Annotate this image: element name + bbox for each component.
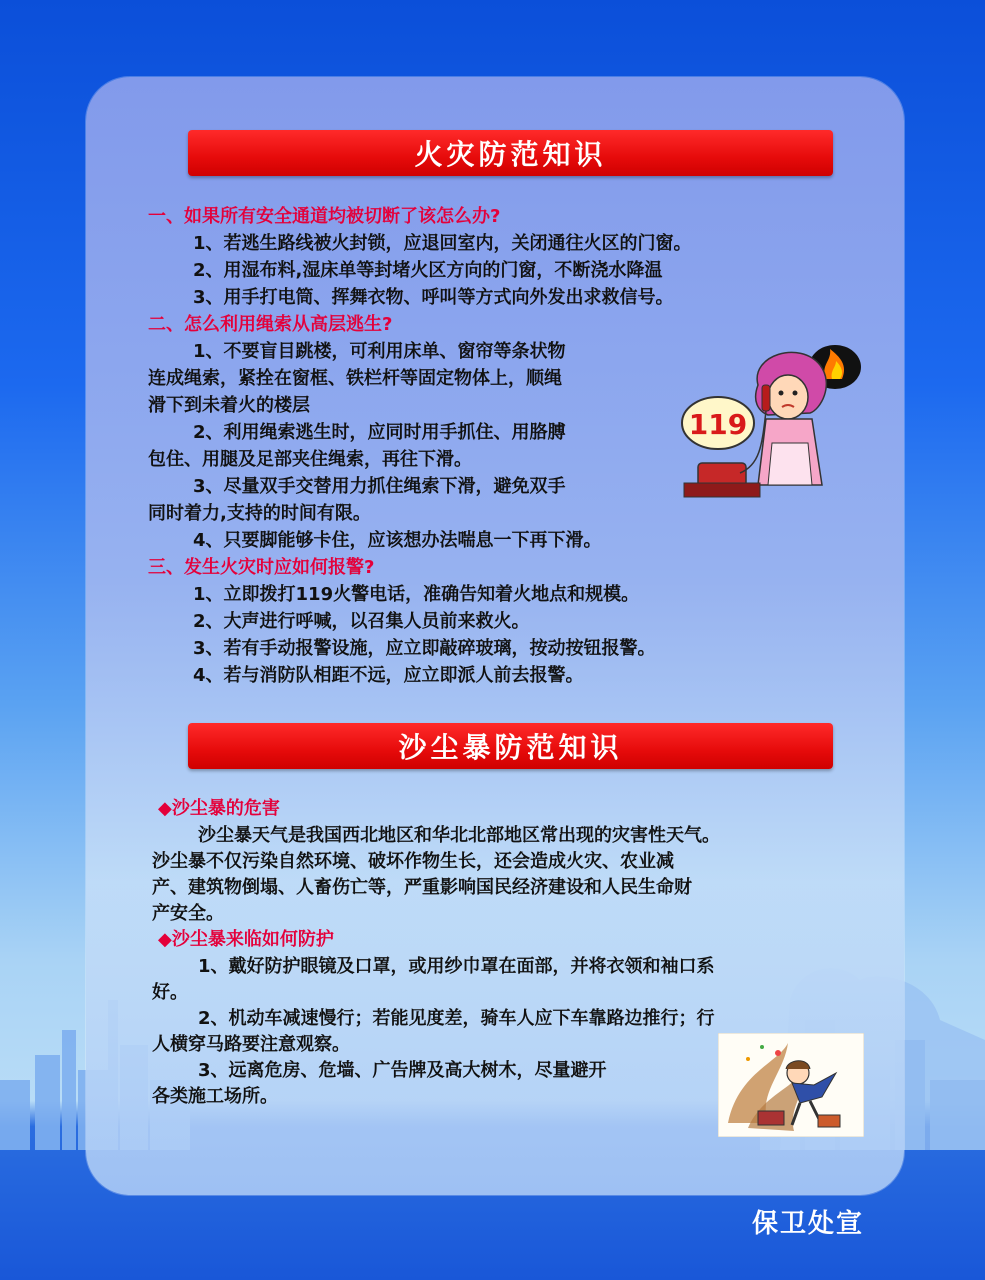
fire-q2-line: 连成绳索，紧拴在窗框、铁栏杆等固定物体上，顺绳 bbox=[148, 368, 562, 389]
sandstorm-cartoon-illustration bbox=[718, 1033, 864, 1137]
fire-q3-item: 1、立即拨打119火警电话，准确告知着火地点和规模。 bbox=[193, 584, 640, 605]
sandstorm-hazard-line: 沙尘暴天气是我国西北地区和华北北部地区常出现的灾害性天气。 bbox=[198, 825, 720, 846]
phone-number-label: 119 bbox=[688, 408, 748, 441]
woman-calling-119-illustration bbox=[680, 335, 875, 500]
fire-q1-item: 1、若逃生路线被火封锁，应退回室内，关闭通往火区的门窗。 bbox=[193, 233, 692, 254]
fire-q3-heading: 三、发生火灾时应如何报警? bbox=[148, 557, 375, 578]
sandstorm-hazard-heading: ◆沙尘暴的危害 bbox=[158, 798, 280, 819]
fire-q2-heading: 二、怎么利用绳索从高层逃生? bbox=[148, 314, 393, 335]
sandstorm-section-title: 沙尘暴防范知识 bbox=[188, 723, 833, 769]
fire-q1-item: 3、用手打电筒、挥舞衣物、呼叫等方式向外发出求救信号。 bbox=[193, 287, 674, 308]
diamond-bullet-icon: ◆ bbox=[158, 929, 172, 950]
fire-q3-item: 2、大声进行呼喊，以召集人员前来救火。 bbox=[193, 611, 530, 632]
sandstorm-hazard-line: 产、建筑物倒塌、人畜伤亡等，严重影响国民经济建设和人民生命财 bbox=[152, 877, 692, 898]
fire-q2-line: 3、尽量双手交替用力抓住绳索下滑，避免双手 bbox=[193, 476, 566, 497]
fire-q2-line: 1、不要盲目跳楼，可利用床单、窗帘等条状物 bbox=[193, 341, 566, 362]
fire-q3-item: 4、若与消防队相距不远，应立即派人前去报警。 bbox=[193, 665, 584, 686]
fire-section-title: 火灾防范知识 bbox=[188, 130, 833, 176]
fire-q2-line: 同时着力,支持的时间有限。 bbox=[148, 503, 371, 524]
footer-publisher-label: 保卫处宣 bbox=[752, 1209, 865, 1239]
sandstorm-protect-line: 好。 bbox=[152, 982, 188, 1003]
fire-q1-heading: 一、如果所有安全通道均被切断了该怎么办? bbox=[148, 206, 501, 227]
sandstorm-hazard-line: 产安全。 bbox=[152, 903, 224, 924]
sandstorm-protect-line: 人横穿马路要注意观察。 bbox=[152, 1034, 350, 1055]
fire-q2-line: 包住、用腿及足部夹住绳索，再往下滑。 bbox=[148, 449, 472, 470]
fire-q2-line: 滑下到未着火的楼层 bbox=[148, 395, 310, 416]
fire-q2-line: 2、利用绳索逃生时，应同时用手抓住、用胳膊 bbox=[193, 422, 566, 443]
fire-q2-line: 4、只要脚能够卡住，应该想办法喘息一下再下滑。 bbox=[193, 530, 602, 551]
sandstorm-protect-line: 2、机动车减速慢行；若能见度差，骑车人应下车靠路边推行；行 bbox=[198, 1008, 715, 1029]
sandstorm-protect-line: 各类施工场所。 bbox=[152, 1086, 278, 1107]
fire-q3-item: 3、若有手动报警设施，应立即敲碎玻璃，按动按钮报警。 bbox=[193, 638, 656, 659]
sandstorm-protect-line: 3、远离危房、危墙、广告牌及高大树木，尽量避开 bbox=[198, 1060, 607, 1081]
sandstorm-protect-line: 1、戴好防护眼镜及口罩，或用纱巾罩在面部，并将衣领和袖口系 bbox=[198, 956, 715, 977]
sandstorm-hazard-line: 沙尘暴不仅污染自然环境、破坏作物生长，还会造成火灾、农业减 bbox=[152, 851, 674, 872]
fire-q1-item: 2、用湿布料,湿床单等封堵火区方向的门窗，不断浇水降温 bbox=[193, 260, 663, 281]
diamond-bullet-icon: ◆ bbox=[158, 798, 172, 819]
sandstorm-protect-heading: ◆沙尘暴来临如何防护 bbox=[158, 929, 334, 950]
